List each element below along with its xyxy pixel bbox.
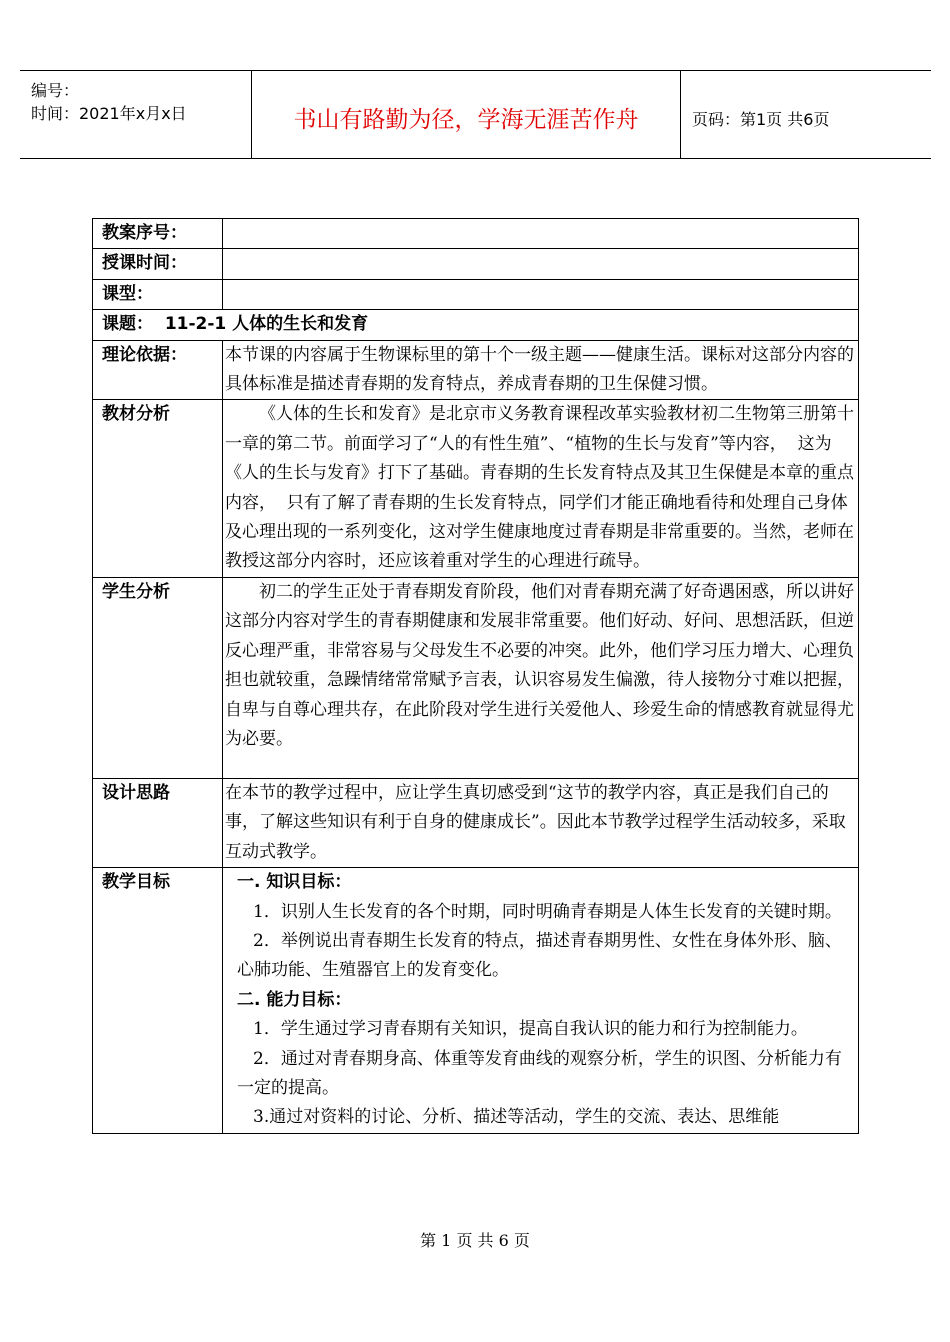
header-divider bbox=[680, 71, 681, 158]
knowledge-goals-heading: 一. 知识目标： bbox=[237, 872, 352, 893]
material-text: 《人体的生长和发育》是北京市义务教育课程改革实验教材初二生物第三册第十一章的第二节。前面学习了“人的有性生殖”、“植物的生长与发育”等内容， 这为《人的生长与发育》打下了基础。青春期的生长发育特点及其卫生保健是本章的重点内容， 只有了解了青春期的生长发育特点，同学们才能正确地看待和处理自己身体及心理出现的一系列变化，这对学生健康地度过青春期是非常重要的。当然，老师在教授这部分内容时，还应该着重对学生的心理进行疏导。 bbox=[223, 400, 859, 577]
plan-no-value bbox=[223, 219, 859, 249]
table-row-plan-no bbox=[93, 219, 859, 249]
goals-content bbox=[223, 868, 859, 1134]
page-header bbox=[20, 70, 931, 159]
page-footer: 第 1 页 共 6 页 bbox=[420, 1231, 530, 1250]
lesson-type-label: 课型： bbox=[93, 279, 223, 309]
students-text: 初二的学生正处于青春期发育阶段，他们对青春期充满了好奇遇困惑，所以讲好这部分内容对学生的青春期健康和发展非常重要。他们好动、好问、思想活跃，但逆反心理严重，非常容易与父母发生不必要的冲突。此外，他们学习压力增大、心理负担也就较重，急躁情绪常常赋予言表，认识容易发生偏激，待人接物分寸难以把握，自卑与自尊心理共存，在此阶段对学生进行关爱他人、珍爱生命的情感教育就显得尤为必要。 bbox=[223, 577, 859, 778]
theory-label: 理论依据： bbox=[93, 340, 223, 400]
table-row-material bbox=[93, 400, 859, 577]
knowledge-goal-item: 2．举例说出青春期生长发育的特点，描述青春期男性、女性在身体外形、脑、心肺功能、生殖器官上的发育变化。 bbox=[237, 930, 842, 981]
plan-no-label: 教案序号： bbox=[93, 219, 223, 249]
table-row-lesson-type bbox=[93, 279, 859, 309]
document-date-label: 时间：2021年x月x日 bbox=[31, 104, 187, 123]
table-row-students bbox=[93, 577, 859, 778]
lesson-plan-table bbox=[92, 218, 859, 1134]
header-page-info: 页码：第1页 共6页 bbox=[692, 110, 830, 129]
design-label: 设计思路 bbox=[93, 778, 223, 867]
ability-goals-heading: 二. 能力目标： bbox=[237, 989, 352, 1010]
lesson-topic: 课题： 11-2-1 人体的生长和发育 bbox=[93, 310, 859, 340]
students-label: 学生分析 bbox=[93, 577, 223, 778]
lesson-type-value bbox=[223, 279, 859, 309]
class-time-label: 授课时间： bbox=[93, 249, 223, 279]
header-meta bbox=[31, 79, 187, 125]
theory-text: 本节课的内容属于生物课标里的第十个一级主题——健康生活。课标对这部分内容的具体标准是描述青春期的发育特点，养成青春期的卫生保健习惯。 bbox=[223, 340, 859, 400]
table-row-class-time bbox=[93, 249, 859, 279]
document-number-label: 编号： bbox=[31, 81, 80, 100]
table-row-theory bbox=[93, 340, 859, 400]
knowledge-goal-item: 1．识别人生长发育的各个时期，同时明确青春期是人体生长发育的关键时期。 bbox=[253, 901, 842, 922]
ability-goal-item: 2．通过对青春期身高、体重等发育曲线的观察分析，学生的识图、分析能力有一定的提高。 bbox=[237, 1048, 842, 1098]
table-row-topic bbox=[93, 310, 859, 340]
design-text: 在本节的教学过程中，应让学生真切感受到“这节的教学内容，真正是我们自己的事，了解这些知识有利于自身的健康成长”。因此本节教学过程学生活动较多，采取互动式教学。 bbox=[223, 778, 859, 867]
table-row-goals bbox=[93, 868, 859, 1134]
ability-goal-item: 1．学生通过学习青春期有关知识，提高自我认识的能力和行为控制能力。 bbox=[253, 1019, 808, 1040]
material-label: 教材分析 bbox=[93, 400, 223, 577]
goals-label: 教学目标 bbox=[93, 868, 223, 1134]
table-row-design bbox=[93, 778, 859, 867]
header-motto: 书山有路勤为径，学海无涯苦作舟 bbox=[293, 107, 639, 133]
class-time-value bbox=[223, 249, 859, 279]
ability-goal-item: 3.通过对资料的讨论、分析、描述等活动，学生的交流、表达、思维能 bbox=[253, 1107, 780, 1128]
